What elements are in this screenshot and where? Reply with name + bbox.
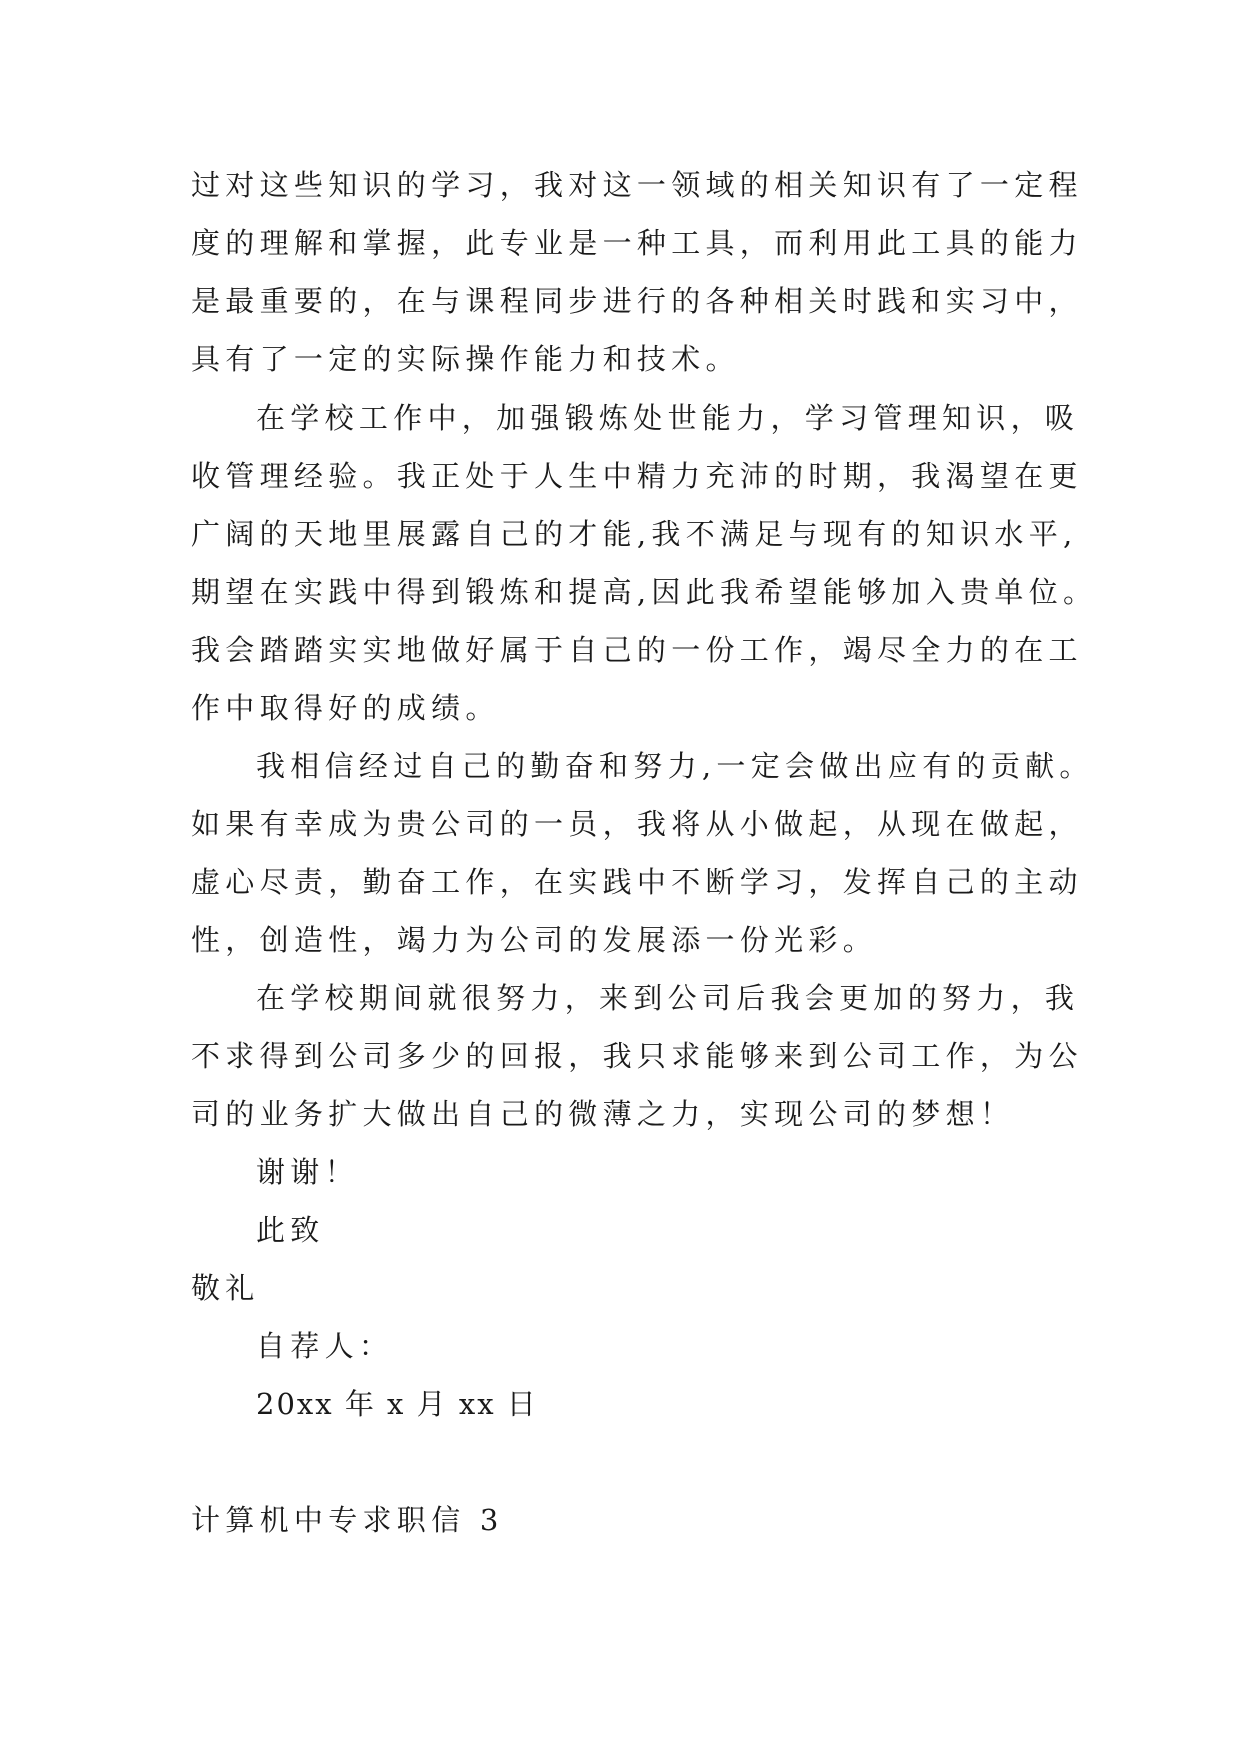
section-title: 计算机中专求职信 3 bbox=[191, 1503, 504, 1537]
body-line: 具有了一定的实际操作能力和技术。 bbox=[191, 342, 740, 376]
salutation-line: 敬礼 bbox=[191, 1271, 260, 1305]
body-line: 司的业务扩大做出自己的微薄之力，实现公司的梦想！ bbox=[191, 1097, 1015, 1131]
date-line: 20xx 年 x 月 xx 日 bbox=[256, 1387, 538, 1421]
body-line: 期望在实践中得到锻炼和提高,因此我希望能够加入贵单位。 bbox=[191, 575, 1098, 609]
signer-line: 自荐人： bbox=[256, 1329, 394, 1363]
body-line: 如果有幸成为贵公司的一员，我将从小做起，从现在做起， bbox=[191, 807, 1083, 841]
body-line: 广阔的天地里展露自己的才能,我不满足与现有的知识水平, bbox=[191, 517, 1078, 551]
body-line: 虚心尽责，勤奋工作，在实践中不断学习，发挥自己的主动 bbox=[191, 865, 1083, 899]
body-line: 是最重要的，在与课程同步进行的各种相关时践和实习中， bbox=[191, 284, 1083, 318]
body-line: 收管理经验。我正处于人生中精力充沛的时期，我渴望在更 bbox=[191, 459, 1083, 493]
closing-line: 此致 bbox=[256, 1213, 325, 1247]
body-line: 过对这些知识的学习，我对这一领域的相关知识有了一定程 bbox=[191, 168, 1083, 202]
body-line: 作中取得好的成绩。 bbox=[191, 691, 500, 725]
paragraph-start: 在学校工作中，加强锻炼处世能力，学习管理知识，吸 bbox=[256, 401, 1080, 435]
body-line: 不求得到公司多少的回报，我只求能够来到公司工作，为公 bbox=[191, 1039, 1083, 1073]
body-line: 性，创造性，竭力为公司的发展添一份光彩。 bbox=[191, 923, 878, 957]
paragraph-start: 在学校期间就很努力，来到公司后我会更加的努力，我 bbox=[256, 981, 1080, 1015]
body-line: 我会踏踏实实地做好属于自己的一份工作，竭尽全力的在工 bbox=[191, 633, 1083, 667]
body-line: 度的理解和掌握，此专业是一种工具，而利用此工具的能力 bbox=[191, 226, 1083, 260]
paragraph-start: 我相信经过自己的勤奋和努力,一定会做出应有的贡献。 bbox=[256, 749, 1094, 783]
thanks-line: 谢谢！ bbox=[256, 1155, 359, 1189]
